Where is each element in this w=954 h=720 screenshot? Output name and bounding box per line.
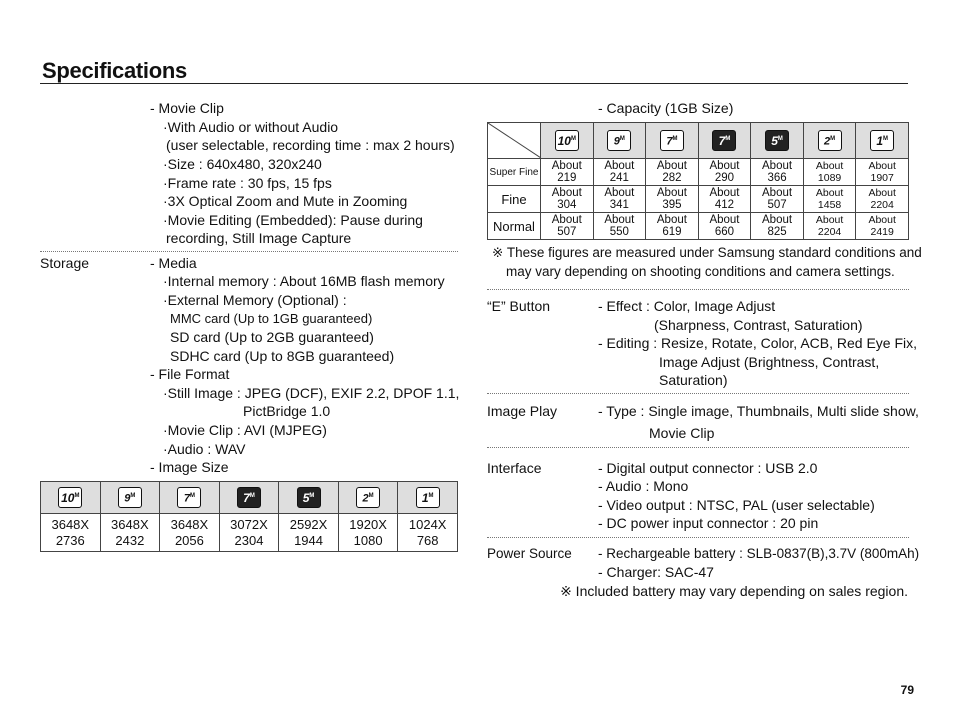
interface-line: - DC power input connector : 20 pin (598, 515, 819, 531)
size-icon-cell (100, 482, 160, 514)
size-icon-cell (646, 123, 699, 159)
image-play-label: Image Play (487, 403, 558, 419)
size-icon-cell (160, 482, 220, 514)
capacity-cell: About 1907 (856, 159, 909, 186)
size-icon-cell (856, 123, 909, 159)
media-line: ·External Memory (Optional) : (163, 292, 347, 308)
image-size-cell: 3648X 2736 (41, 514, 101, 552)
e-button-line: Saturation) (659, 372, 728, 388)
capacity-cell: About 366 (751, 159, 804, 186)
capacity-cell: About 507 (751, 186, 804, 213)
capacity-cell: About 219 (541, 159, 594, 186)
size-icon-cell (219, 482, 279, 514)
file-format-line: PictBridge 1.0 (243, 403, 331, 419)
page-title: Specifications (42, 58, 187, 83)
5m-size-icon: $5^M$ (297, 487, 321, 508)
1m-size-icon: $1^M$ (870, 130, 894, 151)
power-source-label: Power Source (487, 546, 572, 561)
file-format-line: ·Movie Clip : AVI (MJPEG) (163, 422, 327, 438)
file-format-line: ·Still Image : JPEG (DCF), EXIF 2.2, DPOF 1.1, (163, 385, 460, 401)
size-icon-cell (541, 123, 594, 159)
interface-line: - Digital output connector : USB 2.0 (598, 460, 818, 476)
section-divider (487, 289, 909, 290)
interface-line: - Audio : Mono (598, 478, 689, 494)
capacity-row-fine (488, 186, 909, 213)
movie-clip-line: ·3X Optical Zoom and Mute in Zooming (163, 193, 408, 209)
capacity-cell: About 2204 (856, 186, 909, 213)
9m-size-icon: $9^M$ (607, 130, 631, 151)
movie-clip-line: (user selectable, recording time : max 2 hours) (166, 137, 455, 153)
e-button-line: Image Adjust (Brightness, Contrast, (659, 354, 880, 370)
capacity-cell: About 304 (541, 186, 594, 213)
capacity-cell: About 1458 (803, 186, 856, 213)
capacity-cell: About 412 (698, 186, 751, 213)
capacity-table (487, 122, 909, 240)
card-line: SDHC card (Up to 8GB guaranteed) (170, 348, 395, 364)
image-size-heading: - Image Size (150, 459, 229, 475)
capacity-cell: About 395 (646, 186, 699, 213)
5m-size-icon: $5^M$ (765, 130, 789, 151)
capacity-note: ※ These figures are measured under Samsung standard conditions and (492, 245, 922, 260)
image-play-line: - Type : Single image, Thumbnails, Multi slide show, (598, 403, 919, 419)
capacity-cell: About 2204 (803, 213, 856, 240)
file-format-heading: - File Format (150, 366, 230, 382)
image-size-cell: 2592X 1944 (279, 514, 339, 552)
7m-size-icon: $7^M$ (712, 130, 736, 151)
e-button-line: (Sharpness, Contrast, Saturation) (654, 317, 863, 333)
e-button-label: “E” Button (487, 298, 551, 314)
capacity-cell: About 290 (698, 159, 751, 186)
size-icon-cell (803, 123, 856, 159)
card-line: SD card (Up to 2GB guaranteed) (170, 329, 374, 345)
capacity-heading: - Capacity (1GB Size) (598, 100, 734, 116)
capacity-cell: About 241 (593, 159, 646, 186)
size-icon-cell (698, 123, 751, 159)
card-line: MMC card (Up to 1GB guaranteed) (170, 311, 373, 326)
interface-line: - Video output : NTSC, PAL (user selectable) (598, 497, 875, 513)
media-heading: - Media (150, 255, 197, 271)
capacity-cell: About 550 (593, 213, 646, 240)
image-size-cell: 3648X 2432 (100, 514, 160, 552)
capacity-cell: About 1089 (803, 159, 856, 186)
quality-label: Normal (488, 213, 541, 240)
2m-size-icon: $2^M$ (818, 130, 842, 151)
section-divider (40, 251, 458, 252)
size-icon-cell (279, 482, 339, 514)
9m-size-icon: $9^M$ (118, 487, 142, 508)
movie-clip-line: ·With Audio or without Audio (163, 119, 339, 135)
battery-note: ※ Included battery may vary depending on sales region. (560, 583, 908, 599)
1m-size-icon: $1^M$ (416, 487, 440, 508)
movie-clip-line: recording, Still Image Capture (166, 230, 352, 246)
section-divider (487, 537, 909, 538)
image-size-cell: 3072X 2304 (219, 514, 279, 552)
capacity-note: may vary depending on shooting conditions and camera settings. (506, 264, 895, 279)
media-line: ·Internal memory : About 16MB flash memory (163, 273, 445, 289)
movie-clip-line: ·Size : 640x480, 320x240 (163, 156, 322, 172)
power-source-line: - Rechargeable battery : SLB-0837(B),3.7V (800mAh) (598, 546, 920, 561)
size-icon-cell (751, 123, 804, 159)
storage-label: Storage (40, 255, 90, 271)
quality-label: Super Fine (488, 159, 541, 186)
e-button-line: - Editing : Resize, Rotate, Color, ACB, Red Eye Fix, (598, 335, 918, 351)
image-play-line: Movie Clip (649, 425, 715, 441)
7m-wide-size-icon: $7^M$ (660, 130, 684, 151)
2m-size-icon: $2^M$ (356, 487, 380, 508)
capacity-cell: About 619 (646, 213, 699, 240)
interface-label: Interface (487, 460, 542, 476)
title-rule (40, 83, 908, 84)
image-size-cell: 3648X 2056 (160, 514, 220, 552)
size-icon-cell (398, 482, 458, 514)
capacity-cell: About 660 (698, 213, 751, 240)
power-source-line: - Charger: SAC-47 (598, 564, 714, 580)
image-size-cell: 1024X 768 (398, 514, 458, 552)
capacity-cell: About 2419 (856, 213, 909, 240)
section-divider (487, 393, 909, 394)
10m-size-icon: $10^M$ (58, 487, 82, 508)
image-size-table (40, 481, 458, 552)
capacity-table-corner (488, 123, 541, 159)
10m-size-icon: $10^M$ (555, 130, 579, 151)
capacity-cell: About 341 (593, 186, 646, 213)
image-size-cell: 1920X 1080 (338, 514, 398, 552)
7m-size-icon: $7^M$ (237, 487, 261, 508)
quality-label: Fine (488, 186, 541, 213)
capacity-cell: About 825 (751, 213, 804, 240)
file-format-line: ·Audio : WAV (163, 441, 246, 457)
capacity-row-normal (488, 213, 909, 240)
section-divider (487, 447, 909, 448)
movie-clip-line: ·Movie Editing (Embedded): Pause during (163, 212, 423, 228)
movie-clip-heading: - Movie Clip (150, 100, 224, 116)
7m-wide-size-icon: $7^M$ (177, 487, 201, 508)
capacity-cell: About 507 (541, 213, 594, 240)
e-button-line: - Effect : Color, Image Adjust (598, 298, 776, 314)
size-icon-cell (41, 482, 101, 514)
capacity-cell: About 282 (646, 159, 699, 186)
size-icon-cell (338, 482, 398, 514)
page-number: 79 (900, 683, 914, 697)
movie-clip-line: ·Frame rate : 30 fps, 15 fps (163, 175, 332, 191)
capacity-row-super-fine (488, 159, 909, 186)
size-icon-cell (593, 123, 646, 159)
